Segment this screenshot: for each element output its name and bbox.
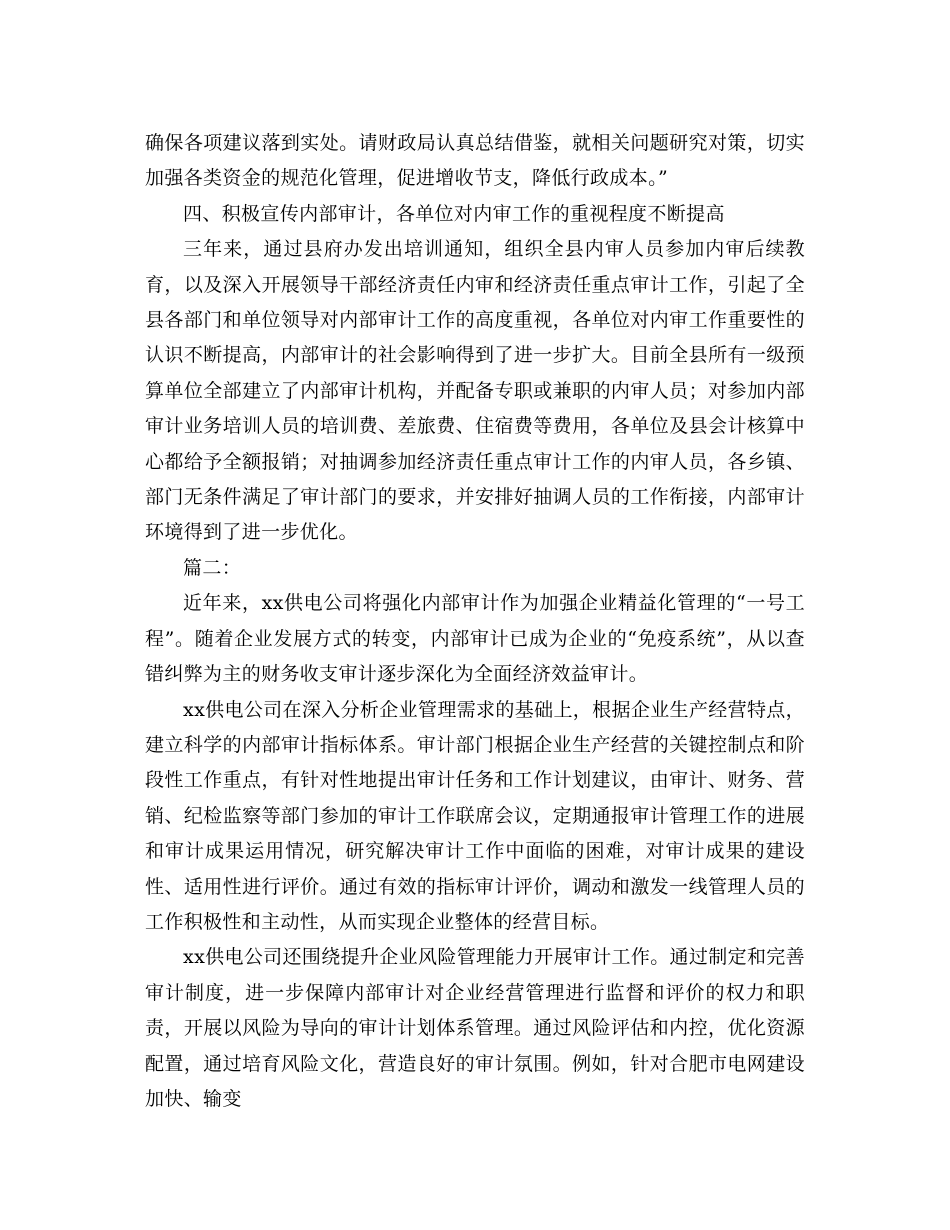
section-heading: 四、积极宣传内部审计，各单位对内审工作的重视程度不断提高 (183, 202, 725, 225)
paragraph: xx供电公司在深入分析企业管理需求的基础上，根据企业生产经营特点，建立科学的内部审计指标体系。审计部门根据企业生产经营的关键控制点和阶段性工作重点，有针对性地提出审计任务和工作计划建议，由审计、财务、营销、纪检监察等部门参加的审计工作联席会议，定期通报审计管理工作的进展和审计成果运用情况，研究解决审计工作中面临的困难，对审计成果的建设性、适用性进行评价。通过有效的指标审计评价，调动和激发一线管理人员的工作积极性和主动性，从而实现企业整体的经营目标。 (145, 698, 805, 933)
paragraph-continuation: 确保各项建议落到实处。请财政局认真总结借鉴，就相关问题研究对策，切实加强各类资金的规范化管理，促进增收节支，降低行政成本。” (145, 132, 805, 190)
paragraph: 三年来，通过县府办发出培训通知，组织全县内审人员参加内审后续教育，以及深入开展领导干部经济责任内审和经济责任重点审计工作，引起了全县各部门和单位领导对内部审计工作的高度重视，各单位对内审工作重要性的认识不断提高，内部审计的社会影响得到了进一步扩大。目前全县所有一级预算单位全部建立了内部审计机构，并配备专职或兼职的内审人员；对参加内部审计业务培训人员的培训费、差旅费、住宿费等费用，各单位及县会计核算中心都给予全额报销；对抽调参加经济责任重点审计工作的内审人员，各乡镇、部门无条件满足了审计部门的要求，并安排好抽调人员的工作衔接，内部审计环境得到了进一步优化。 (145, 238, 805, 544)
paragraph: 近年来，xx供电公司将强化内部审计作为加强企业精益化管理的“一号工程”。随着企业发展方式的转变，内部审计已成为企业的“免疫系统”，从以查错纠弊为主的财务收支审计逐步深化为全面经济效益审计。 (145, 592, 805, 686)
document-body (145, 126, 805, 1117)
section-label: 篇二： (183, 556, 242, 579)
paragraph: xx供电公司还围绕提升企业风险管理能力开展审计工作。通过制定和完善审计制度，进一步保障内部审计对企业经营管理进行监督和评价的权力和职责，开展以风险为导向的审计计划体系管理。通过风险评估和内控，优化资源配置，通过培育风险文化，营造良好的审计氛围。例如，针对合肥市电网建设加快、输变 (145, 946, 805, 1110)
